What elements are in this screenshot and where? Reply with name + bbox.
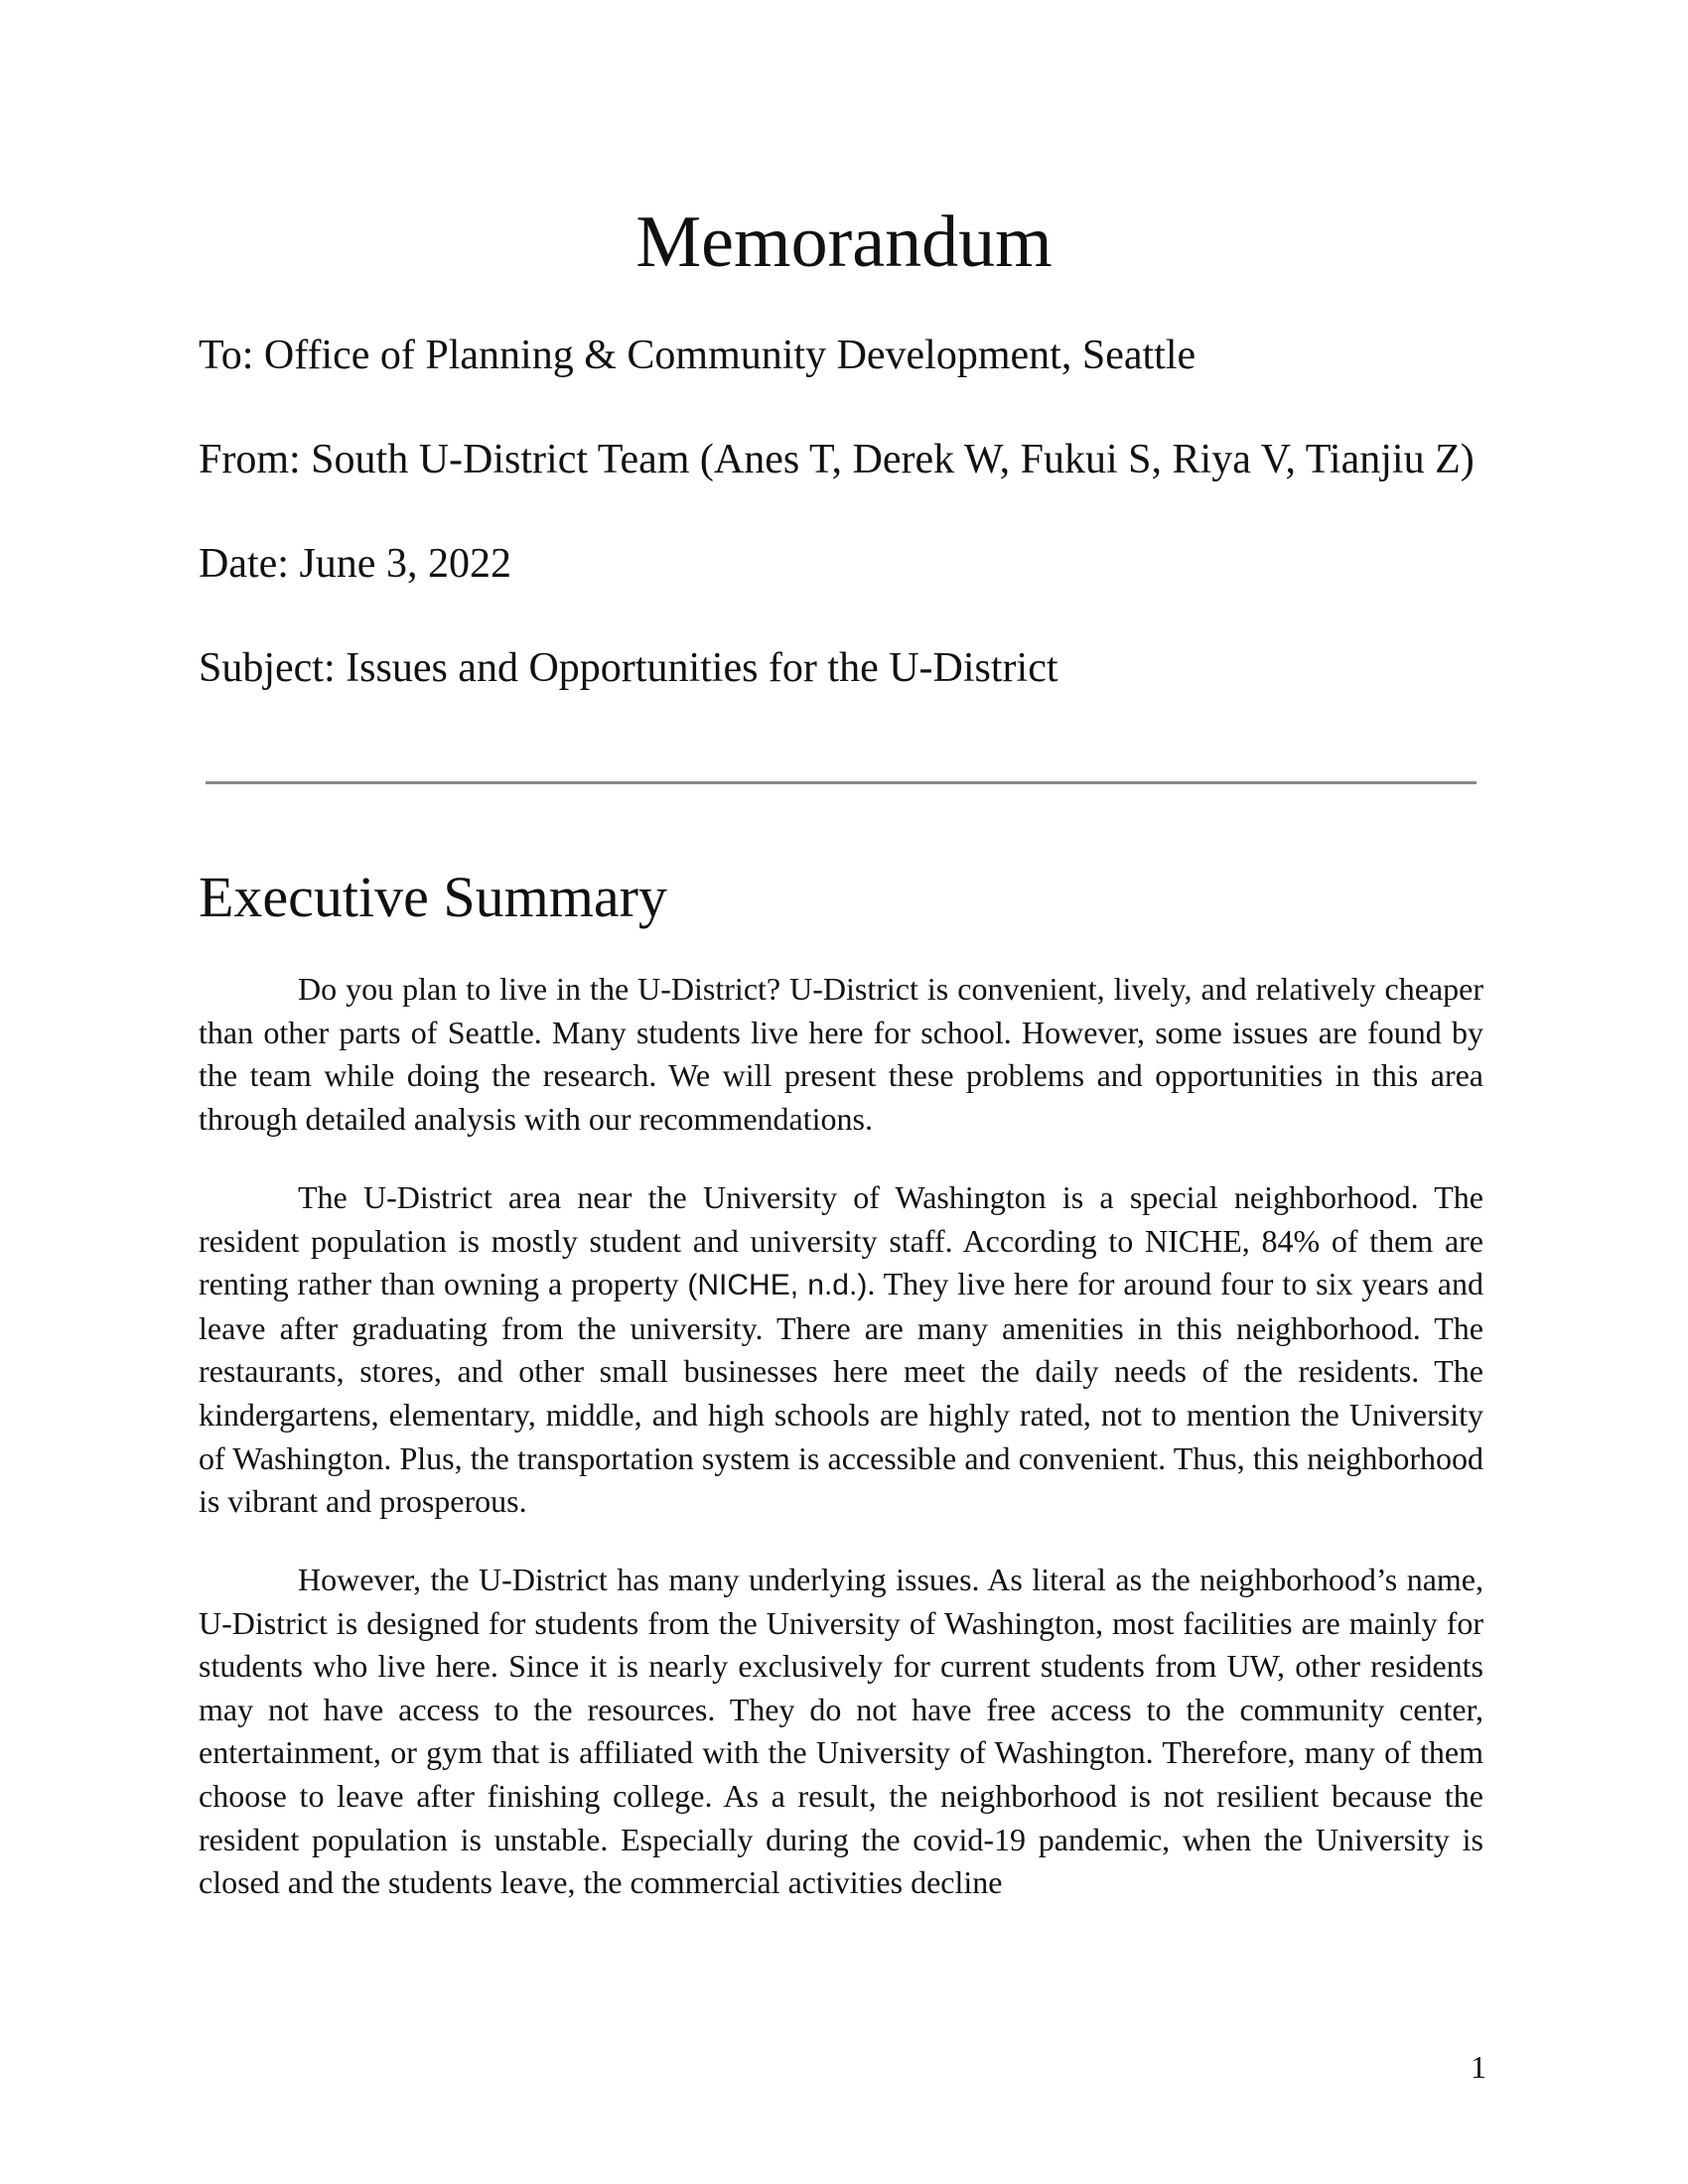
summary-paragraph-1: Do you plan to live in the U-District? U-District is convenient, lively, and relatively cheaper than other parts of Seattle. Many students live here for school. However, some issues are found by the team while doing the research. We will present these problems and opportunities in this area through detailed analysis with our recommendations.	[199, 971, 1483, 1137]
memo-subject-line: Subject: Issues and Opportunities for the U-District	[199, 645, 1058, 691]
memo-to-line: To: Office of Planning & Community Development, Seattle	[199, 333, 1196, 378]
summary-paragraph-2	[199, 1176, 1483, 1524]
memo-from-line: From: South U-District Team (Anes T, Derek W, Fukui S, Riya V, Tianjiu Z)	[199, 437, 1475, 482]
memo-title: Memorandum	[635, 202, 1053, 283]
horizontal-divider	[206, 781, 1477, 784]
summary-paragraph-2-text-a: The U-District area near the University of Washington is a special neighborhood. The resident population is mostly student and university staff. According to NICHE, 84% of them are renting rather than owning a property	[199, 1179, 1483, 1302]
niche-citation: (NICHE, n.d.)	[687, 1269, 868, 1302]
summary-paragraph-2-text-b: . They live here for around four to six years and leave after graduating from the university. There are many amenities in this neighborhood. The restaurants, stores, and other small businesses here meet the daily needs of the residents. The kindergartens, elementary, middle, and high schools are highly rated, not to mention the University of Washington. Plus, the transportation system is accessible and convenient. Thus, this neighborhood is vibrant and prosperous.	[199, 1266, 1484, 1520]
memo-date-line: Date: June 3, 2022	[199, 541, 511, 587]
executive-summary-heading: Executive Summary	[199, 865, 667, 929]
page-number: 1	[1471, 2049, 1486, 2085]
summary-paragraph-3: However, the U-District has many underlying issues. As literal as the neighborhood’s name, U-District is designed for students from the University of Washington, most facilities are mainly for students who live here. Since it is nearly exclusively for current students from UW, other residents may not have access to the resources. They do not have free access to the community center, entertainment, or gym that is affiliated with the University of Washington. Therefore, many of them choose to leave after finishing college. As a result, the neighborhood is not resilient because the resident population is unstable. Especially during the covid-19 pandemic, when the University is closed and the students leave, the commercial activities decline	[199, 1562, 1483, 1901]
